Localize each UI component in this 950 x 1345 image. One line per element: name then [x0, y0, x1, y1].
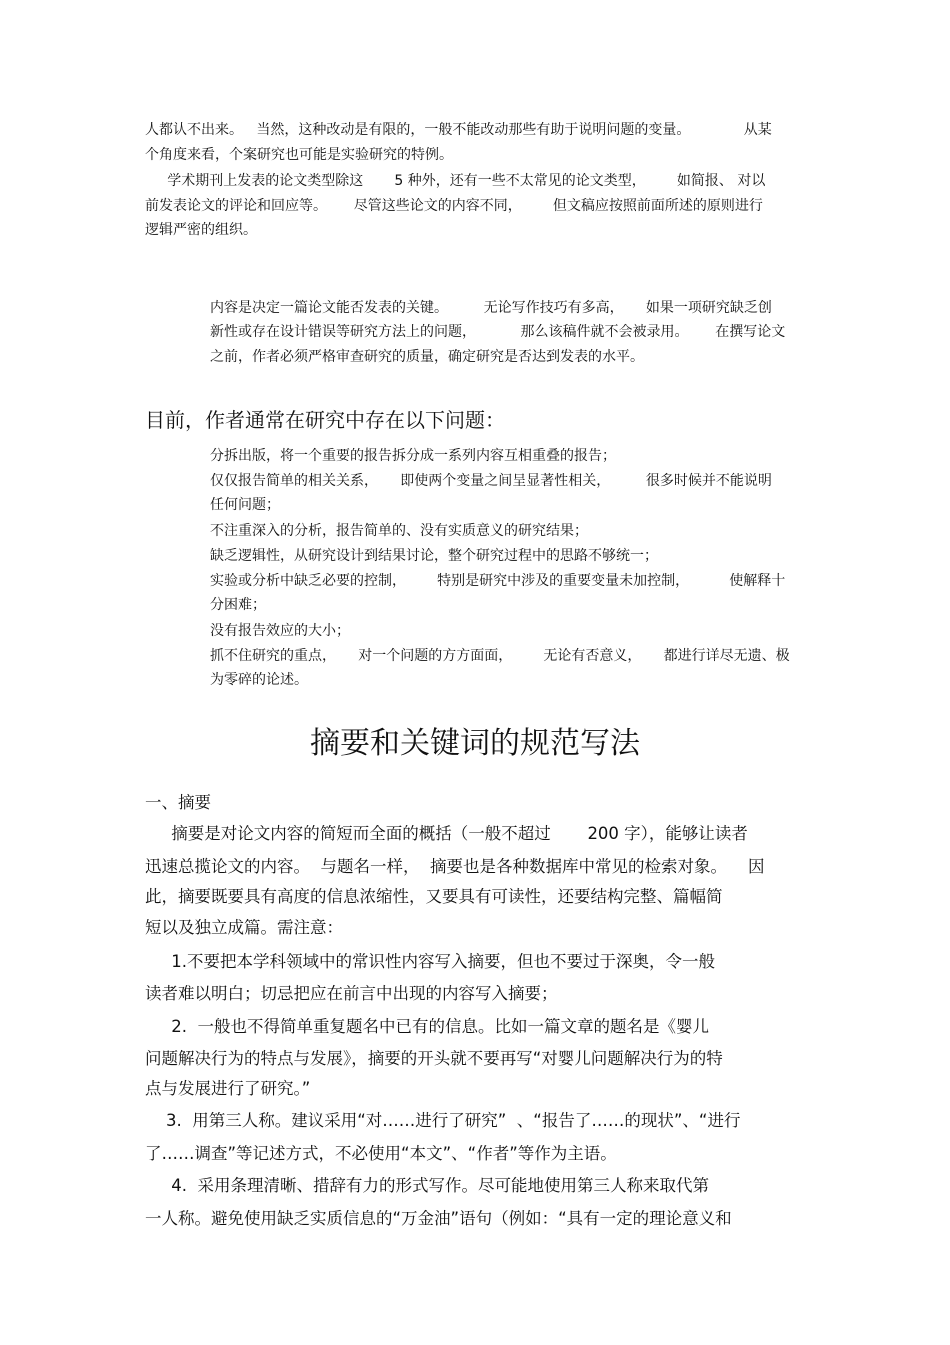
body-text-line: 前发表论文的评论和回应等。 尽管这些论文的内容不同， 但文稿应按照前面所述的原则进行	[145, 198, 763, 214]
abstract-text-line: 短以及独立成篇。需注意：	[145, 918, 343, 937]
problem-item: 实验或分析中缺乏必要的控制， 特别是研究中涉及的重要变量未加控制， 使解释十	[210, 573, 786, 589]
problem-item: 抓不住研究的重点， 对一个问题的方方面面， 无论有否意义， 都进行详尽无遗、极	[210, 648, 790, 664]
abstract-text-line: 迅速总揽论文的内容。 与题名一样， 摘要也是各种数据库中常见的检索对象。 因	[145, 857, 765, 876]
problem-item: 任何问题；	[210, 497, 280, 513]
body-text-line: 学术期刊上发表的论文类型除这 5 种外，还有一些不太常见的论文类型， 如简报、 对以	[145, 173, 766, 189]
abstract-text-line: 问题解决行为的特点与发展》，摘要的开头就不要再写“对婴儿问题解决行为的特	[145, 1049, 723, 1068]
problem-item: 缺乏逻辑性，从研究设计到结果讨论，整个研究过程中的思路不够统一；	[210, 548, 658, 564]
body-text-line: 逻辑严密的组织。	[145, 222, 257, 238]
abstract-text-line: 2. 一般也不得简单重复题名中已有的信息。比如一篇文章的题名是《婴儿	[145, 1017, 709, 1036]
section-title: 摘要和关键词的规范写法	[310, 726, 640, 761]
abstract-text-line: 摘要是对论文内容的简短而全面的概括（一般不超过 200 字），能够让读者	[145, 824, 748, 843]
abstract-text-line: 点与发展进行了研究。”	[145, 1079, 311, 1098]
abstract-text-line: 一人称。避免使用缺乏实质信息的“万金油”语句（例如：“具有一定的理论意义和	[145, 1209, 732, 1228]
abstract-text-line: 3. 用第三人称。建议采用“对……进行了研究” 、“报告了……的现状”、“进行	[145, 1111, 741, 1130]
problem-item: 分困难；	[210, 597, 266, 613]
quote-text-line: 新性或存在设计错误等研究方法上的问题， 那么该稿件就不会被录用。 在撰写论文	[210, 324, 786, 340]
abstract-text-line: 4. 采用条理清晰、措辞有力的形式写作。尽可能地使用第三人称来取代第	[145, 1176, 709, 1195]
body-text-line: 个角度来看，个案研究也可能是实验研究的特例。	[145, 147, 453, 163]
abstract-text-line: 此，摘要既要具有高度的信息浓缩性，又要具有可读性，还要结构完整、篇幅简	[145, 887, 723, 906]
subheading: 一、摘要	[145, 793, 211, 812]
problem-item: 不注重深入的分析，报告简单的、没有实质意义的研究结果；	[210, 523, 588, 539]
problem-item: 为零碎的论述。	[210, 672, 308, 688]
abstract-text-line: 了……调查”等记述方式，不必使用“本文”、“作者”等作为主语。	[145, 1144, 617, 1163]
abstract-text-line: 1.不要把本学科领域中的常识性内容写入摘要，但也不要过于深奥，令一般	[145, 952, 715, 971]
body-text-line: 人都认不出来。 当然，这种改动是有限的，一般不能改动那些有助于说明问题的变量。 从某	[145, 122, 772, 138]
quote-text-line: 之前，作者必须严格审查研究的质量，确定研究是否达到发表的水平。	[210, 349, 644, 365]
problems-heading: 目前，作者通常在研究中存在以下问题：	[145, 408, 505, 432]
quote-text-line: 内容是决定一篇论文能否发表的关键。 无论写作技巧有多高， 如果一项研究缺乏创	[210, 300, 772, 316]
abstract-text-line: 读者难以明白；切忌把应在前言中出现的内容写入摘要；	[145, 984, 558, 1003]
problem-item: 仅仅报告简单的相关关系， 即使两个变量之间呈显著性相关， 很多时候并不能说明	[210, 473, 772, 489]
problem-item: 没有报告效应的大小；	[210, 623, 350, 639]
problem-item: 分拆出版，将一个重要的报告拆分成一系列内容互相重叠的报告；	[210, 448, 616, 464]
